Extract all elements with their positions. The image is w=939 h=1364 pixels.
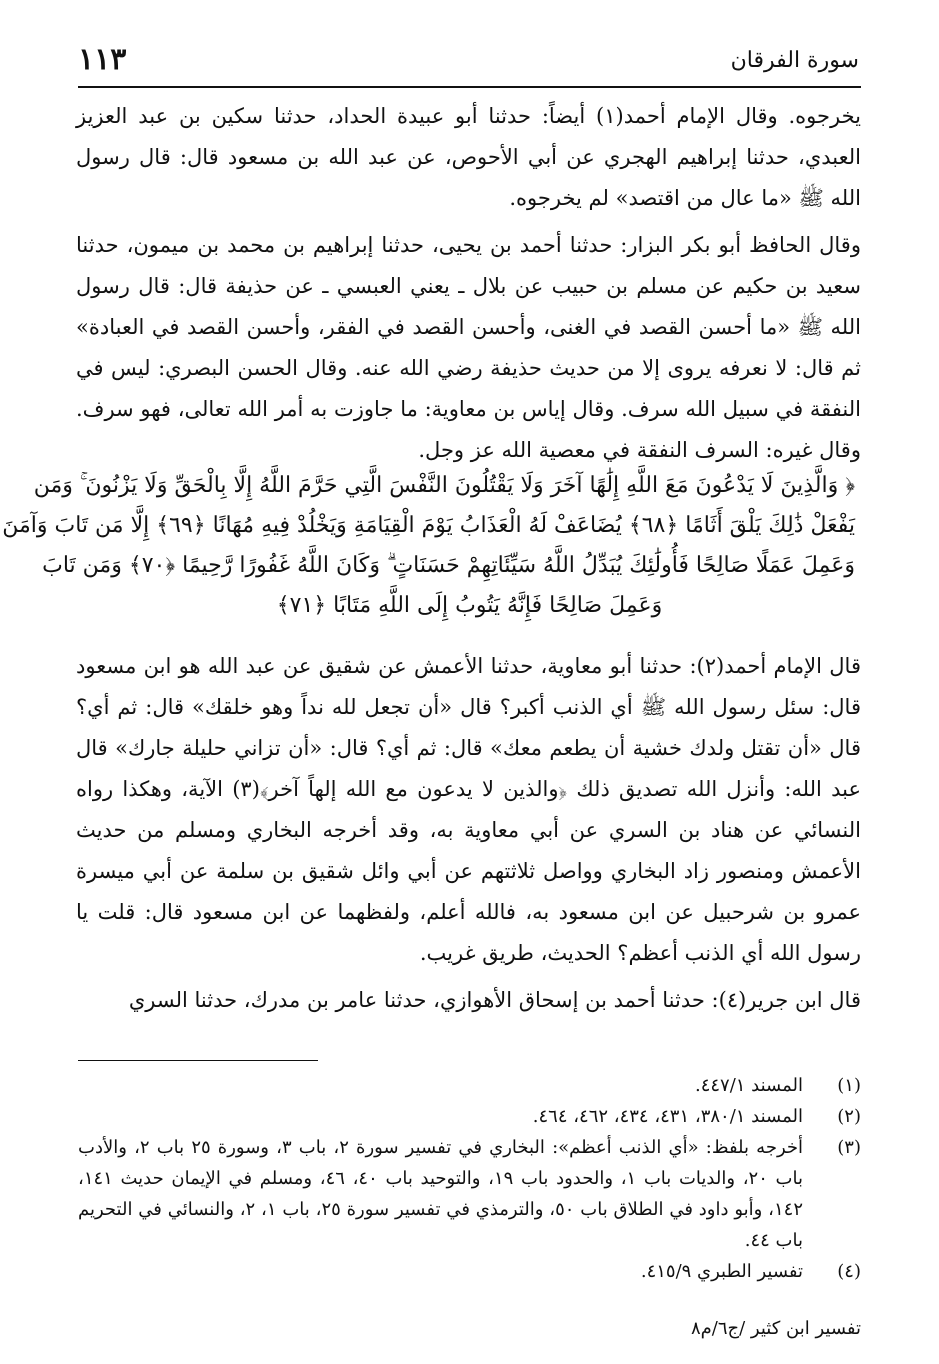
surah-title: سورة الفرقان (730, 48, 859, 73)
quran-verses (2, 466, 855, 626)
paragraph-4: قال ابن جرير(٤): حدثنا أحمد بن إسحاق الأهوازي، حدثنا عامر بن مدرك، حدثنا السري (128, 988, 861, 1012)
footnote-separator (78, 1060, 318, 1061)
footnote-4 (78, 1256, 861, 1287)
footnotes (78, 1070, 861, 1287)
footnote-number: (٢) (837, 1106, 861, 1127)
footnote-text: تفسير الطبري ٤١٥/٩. (640, 1261, 803, 1282)
paragraph-2: وقال الحافظ أبو بكر البزار: حدثنا أحمد بن يحيى، حدثنا إبراهيم بن محمد بن ميمون، حدثنا سعيد بن حكيم عن مسلم بن حبيب عن بلال ـ يعني العبسي ـ عن حذيفة قال: قال رسول الله ﷺ «ما أحسن القصد في الغنى، وأحسن القصد في الفقر، وأحسن القصد في العبادة» ثم قال: لا نعرفه يروى إلا من حديث حذيفة رضي الله عنه. وقال الحسن البصري: ليس في النفقة في سبيل الله سرف. وقال إياس بن معاوية: ما جاوزت به أمر الله تعالى، فهو سرف. وقال غيره: السرف النفقة في معصية الله عز وجل. (76, 233, 861, 462)
paragraph-1: يخرجوه. وقال الإمام أحمد(١) أيضاً: حدثنا أبو عبيدة الحداد، حدثنا سكين بن عبد العزيز العبدي، حدثنا إبراهيم الهجري عن أبي الأحوص، عن عبد الله بن مسعود قال: قال رسول الله ﷺ «ما عال من اقتصد» لم يخرجوه. (76, 104, 861, 210)
quran-line: وَعَمِلَ صَالِحًا فَإِنَّهُ يَتُوبُ إِلَى اللَّهِ مَتَابًا ﴿٧١﴾ (276, 593, 663, 618)
volume-reference: تفسير ابن كثير /ج٦/م٨ (690, 1318, 861, 1339)
header-rule (78, 86, 861, 88)
footnote-2 (78, 1101, 861, 1132)
quran-line: وَعَمِلَ عَمَلًا صَالِحًا فَأُولَٰئِكَ يُبَدِّلُ اللَّهُ سَيِّئَاتِهِمْ حَسَنَاتٍ ۗ وَكَانَ اللَّهُ غَفُورًا رَّحِيمًا ﴿٧٠﴾ وَمَن تَابَ (42, 553, 855, 578)
quran-line: ﴿ وَالَّذِينَ لَا يَدْعُونَ مَعَ اللَّهِ إِلَٰهًا آخَرَ وَلَا يَقْتُلُونَ النَّفْسَ الَّتِي حَرَّمَ اللَّهُ إِلَّا بِالْحَقِّ وَلَا يَزْنُونَ ۚ وَمَن (33, 473, 855, 498)
footnote-number: (٤) (837, 1261, 861, 1282)
page-number: ١١٣ (78, 42, 127, 77)
footnote-1 (78, 1070, 861, 1101)
footnote-number: (١) (837, 1075, 861, 1096)
footnote-text: أخرجه بلفظ: «أي الذنب أعظم»: البخاري في تفسير سورة ٢، باب ٣، وسورة ٢٥ باب ٢، والأدب باب ٢٠، والديات باب ١، والحدود باب ١٩، والتوحيد باب ٤٠، ٤٦، ومسلم في الإيمان حديث ١٤١، ١٤٢، وأبو داود في الطلاق باب ٥٠، والترمذي في تفسير سورة ٢٥، باب ١، ٢، والنسائي في التحريم باب ٤٤. (78, 1137, 804, 1251)
footnote-text: المسند ٤٤٧/١. (694, 1075, 803, 1096)
footnote-3 (78, 1132, 861, 1256)
body-paragraphs-bottom (76, 646, 861, 1021)
paragraph-3: قال الإمام أحمد(٢): حدثنا أبو معاوية، حدثنا الأعمش عن شقيق عن عبد الله هو ابن مسعود قال: سئل رسول الله ﷺ أي الذنب أكبر؟ قال «أن تجعل لله نداً وهو خلقك» قال: ثم أي؟ قال «أن تقتل ولدك خشية أن يطعم معك» قال: ثم أي؟ قال: «أن تزاني حليلة جارك» قال عبد الله: وأنزل الله تصديق ذلك ﴿والذين لا يدعون مع الله إلهاً آخر﴾(٣) الآية، وهكذا رواه النسائي عن هناد بن السري عن أبي معاوية به، وقد أخرجه البخاري ومسلم من حديث الأعمش ومنصور زاد البخاري وواصل ثلاثتهم عن أبي وائل شقيق بن سلمة عن أبي ميسرة عمرو بن شرحبيل عن ابن مسعود به، فالله أعلم، ولفظهما عن ابن مسعود قال: قلت يا رسول الله أي الذنب أعظم؟ الحديث، طريق غريب. (76, 654, 861, 965)
quran-line: يَفْعَلْ ذَٰلِكَ يَلْقَ أَثَامًا ﴿٦٨﴾ يُضَاعَفْ لَهُ الْعَذَابُ يَوْمَ الْقِيَامَةِ وَيَخْلُدْ فِيهِ مُهَانًا ﴿٦٩﴾ إِلَّا مَن تَابَ وَآمَنَ (2, 513, 855, 538)
footnote-text: المسند ٣٨٠/١، ٤٣١، ٤٣٤، ٤٦٢، ٤٦٤. (532, 1106, 803, 1127)
body-paragraphs-top (76, 96, 861, 471)
footnote-number: (٣) (837, 1137, 861, 1158)
